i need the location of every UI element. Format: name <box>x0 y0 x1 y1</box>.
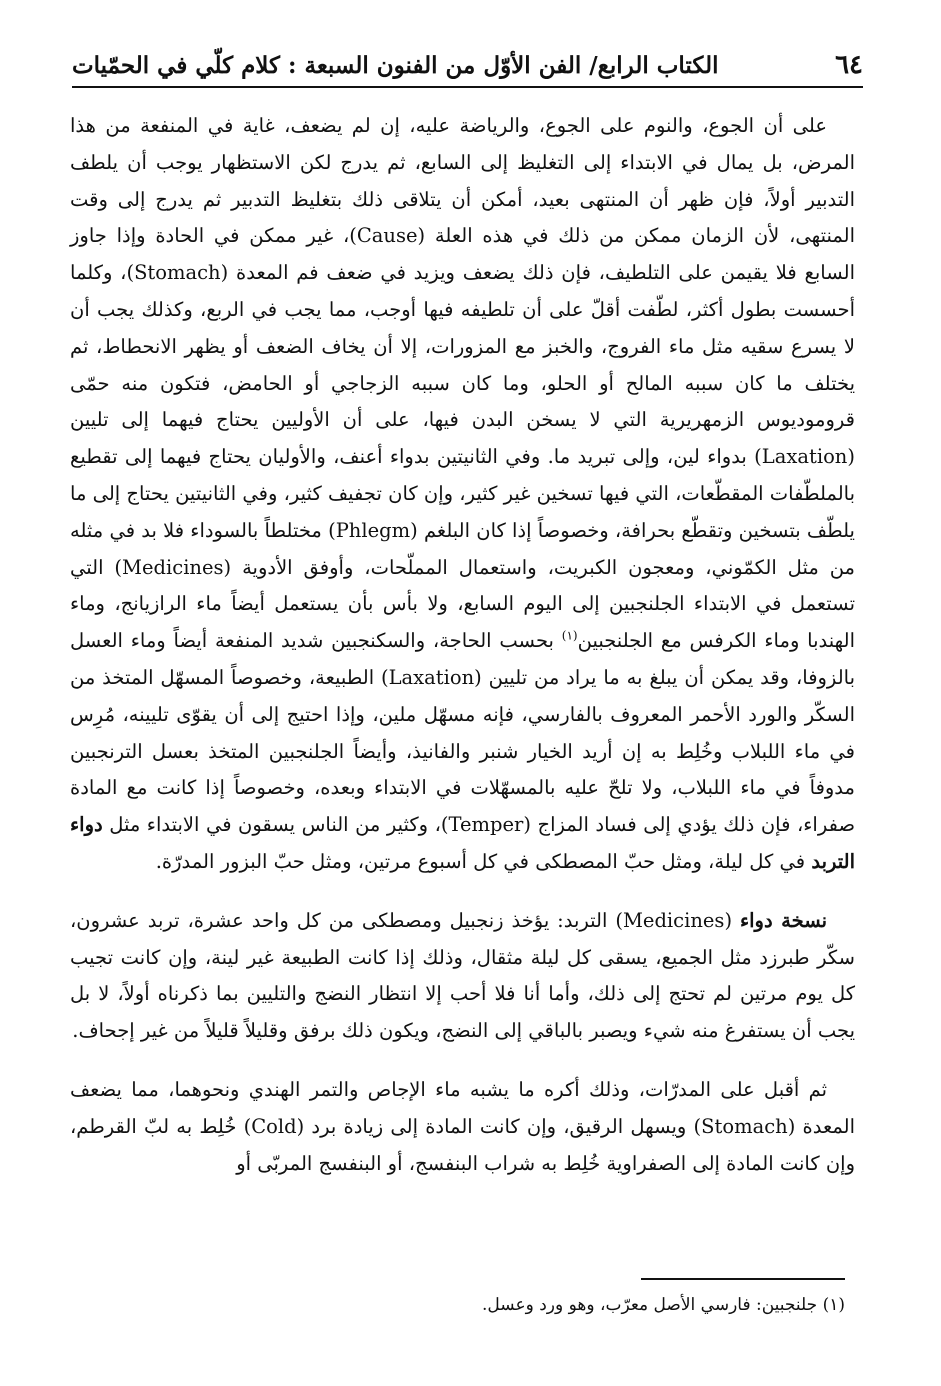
line: وخُلِط به إن أريد الخيار شنبر والفانيذ، وأيضاً الجلنجبين المتخذ بعسل الترنجبين مدوفاً في ماء <box>70 739 855 800</box>
line: هذا المرض، بل يمال في الابتداء إلى التغليظ إلى السابع، ثم يدرج لكن الاستظهار يوجب أن <box>70 114 856 174</box>
footnote-ref[interactable]: (١) <box>561 628 578 643</box>
line: وكلما أحسست بطول أكثر، لطّفت أقلّ على أن تلطيفه فيها أوجب، مما يجب في الربع، <box>70 261 856 321</box>
line: الحامض، فتكون منه حمّى قروموديوس الزمهريرية التي لا يسخن البدن فيها، على أن الأوليين <box>70 371 855 432</box>
chapter-title: الكتاب الرابع/ الفن الأوّل من الفنون السبعة : كلام كلّي في الحمّيات <box>72 51 719 79</box>
line: فإن ذلك يؤدي إلى فساد المزاج (Temper)، وكثير من الناس يسقون في الابتداء مثل <box>109 813 791 837</box>
line: عشرون، سكّر طبرزد مثل الجميع، يسقى كل ليلة مثقال، وذلك إذا كانت الطبيعة غير لينة، وإن <box>70 908 856 969</box>
main-text <box>70 108 855 1182</box>
line: واستعمال المملّحات، وأوفق الأدوية (Medicines) التي تستعمل في الابتداء الجلنجبين إلى اليوم <box>70 555 855 616</box>
line: تجفيف كثير، وفي الثانيتين يحتاج إلى ما يلطّف بتسخين وتقطّع بحرافة، وخصوصاً إذا كان <box>70 481 855 542</box>
line: في كل ليلة، ومثل حبّ المصطكى في كل أسبوع مرتين، ومثل حبّ البزور المدرّة. <box>155 849 806 873</box>
line: وقليلاً قليلاً من غير إجحاف. <box>72 1019 288 1043</box>
paragraph-3 <box>70 1072 855 1182</box>
line: يحتاج فيهما إلى تليين (Laxation) بدواء لين، وإلى تبريد ما. وفي الثانيتين بدواء أعنف، <box>70 408 855 469</box>
line: المعروف بالفارسي، فإنه مسهّل ملين، وإذا احتيج إلى أن يقوّى تليينه، مُرِس في ماء اللبلاب <box>70 702 855 763</box>
running-header <box>72 44 863 88</box>
footnote <box>120 1290 845 1320</box>
footnote-divider <box>641 1278 845 1280</box>
line: كانت تجيب كل يوم مرتين لم تحتج إلى ذلك، وأما أنا فلا أحب إلا انتظار النضج والتليين بما <box>70 945 855 1006</box>
line: يراد من تليين (Laxation) الطبيعة، وخصوصاً المسهّل المتخذ من السكّر والورد الأحمر <box>70 665 856 726</box>
page-number: ٦٤ <box>835 50 863 80</box>
paragraph-2 <box>70 903 855 1050</box>
line: السابع، ولا بأس بأن يستعمل أيضاً ماء الرازيانج، وماء الهندبا وماء الكرفس مع الجلنجبين <box>70 592 856 653</box>
line: بحسب الحاجة، والسكنجبين شديد المنفعة أيضاً وماء العسل بالزوفا، وقد يمكن أن يبلغ به ما <box>70 629 856 689</box>
paragraph-1 <box>70 108 855 881</box>
line: القرطم، وإن كانت المادة إلى الصفراوية خُلِط به شراب البنفسج، أو البنفسج المربّى أو <box>70 1114 855 1175</box>
recipe-heading: نسخة دواء <box>739 908 828 932</box>
footnote-text: جلنجبين: فارسي الأصل معرّب، وهو ورد وعسل. <box>482 1295 818 1315</box>
line: والأوليان يحتاج فيهما إلى تقطيع بالملطّفات المقطّعات، التي فيها تسخين غير كثير، وإن كان <box>70 445 856 505</box>
line: يضعف المعدة (Stomach) ويسهل الرقيق، وإن كانت المادة إلى زيادة برد (Cold) خُلِط به لبّ <box>70 1077 855 1138</box>
line: وقت المنتهى، لأن الزمان ممكن من ذلك في هذه العلة (Cause)، غير ممكن في الحادة وإذا <box>70 187 856 248</box>
line: ذكرناه أولاً، لا بل يجب أن يستفرغ منه شيء ويصبر بالباقي إلى النضج، ويكون ذلك برفق <box>70 982 855 1043</box>
line: اللبلاب، ولا تلحّ عليه بالمسهّلات في الابتداء وبعده، وخصوصاً إذا كانت مع المادة صفراء، <box>70 776 855 837</box>
line: جاوز السابع فلا يقيمن على التلطيف، فإن ذلك يضعف ويزيد في ضعف فم المعدة (Stomach)، <box>70 224 855 285</box>
line: وكذلك يجب أن لا يسرع سقيه مثل ماء الفروج، والخبز مع المزورات، إلا أن يخاف الضعف <box>70 297 856 358</box>
line: البلغم (Phlegm) مختلطاً بالسوداء فلا بد في مثله من مثل الكمّوني، ومعجون الكبريت، <box>70 518 856 579</box>
bold-phrase: دواء التربد <box>70 813 855 873</box>
line: على أن الجوع، والنوم على الجوع، والرياضة عليه، إن لم يضعف، غاية في المنفعة من <box>105 114 827 137</box>
line: ثم أقبل على المدرّات، وذلك أكره ما يشبه ماء الإجاص والتمر الهندي ونحوهما، مما <box>131 1077 827 1101</box>
line: أو يظهر الانحطاط، ثم يختلف ما كان سببه المالح أو الحلو، وما كان سببه الزجاجي أو <box>70 334 855 395</box>
line: يلطف التدبير أولاً، فإن ظهر أن المنتهى بعيد، أمكن أن يتلاقى ذلك بتغليظ التدبير ثم يدرج إلى <box>70 150 855 211</box>
footnote-marker: (١) <box>822 1295 845 1315</box>
line: (Medicines) التربد: يؤخذ زنجبيل ومصطكى من كل واحد عشرة، تربد <box>147 908 740 932</box>
